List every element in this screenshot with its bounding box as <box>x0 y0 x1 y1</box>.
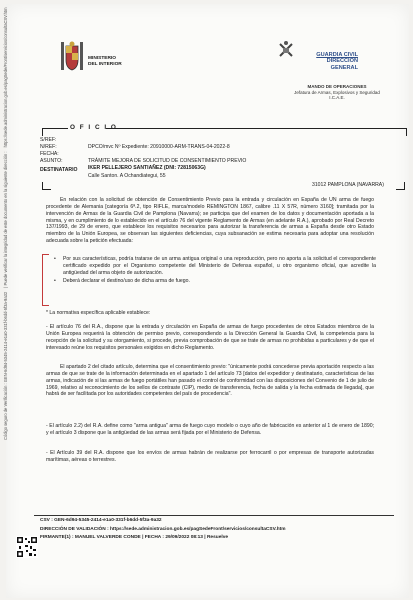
article-76-2-paragraph: El apartado 2 del citado artículo, determina que el consentimiento previo: "únicamente podrá concederse previa aportación respecto a las armas de que se trate de la información determinada en el apartado 1 del artículo 73 [datos del expedidor y destinatario, características de las armas, indicación de si las armas de fuego portátiles han pasado el control de conformidad con las disposiciones del Convenio de 1 de julio de 1969, relativo al reconocimiento de los sellos de contraste (CIP), medio de transferencia, fecha de salida y la fecha estimada de llegada], que habrá de ser facilitada por los autoridades competentes del país de procedencia". <box>46 364 374 398</box>
asunto-value: TRÁMITE MEJORA DE SOLICITUD DE CONSENTIMIENTO PREVIO <box>88 158 247 164</box>
article-76-paragraph: - El artículo 76 del R.A., dispone que la entrada y circulación en España de armas de fuego procedentes de otros Estados miembros de la Unión Europea requerirá la obtención de permiso previo, correspondiendo a la Dirección General la Guardia Civil, la competencia para la recepción de la solicitud y su otorgamiento, si procede, previa comprobación de que se trate de armas no prohibidas a particulares y de que el interesado reúne los requisitos personales exigidos en dicho Reglamento. <box>46 324 374 351</box>
nref-label: N/REF: <box>40 144 57 150</box>
sidebar-url: https://sede.administracion.gob.es/pagSede/Front/servicios/consultaCSV.htm <box>3 7 8 148</box>
qr-code-icon <box>16 536 38 558</box>
verification-sidebar <box>3 0 11 440</box>
destinatario-city: 31012 PAMPLONA (NAVARRA) <box>312 182 384 188</box>
list-item: • Deberá declarar el destino/uso de dicha arma de fuego. <box>54 277 190 284</box>
asunto-label: ASUNTO: <box>40 158 63 164</box>
guardia-civil-name: GUARDIA CIVIL DIRECCIÓN GENERAL <box>316 52 358 71</box>
normativa-title: * La normativa específica aplicable establece: <box>46 310 151 316</box>
destinatario-address: Calle Santon. A Ochandiategui, 55 <box>88 173 166 179</box>
article-2-2-paragraph: - El artículo 2.2) del R.A. define como "arma antigua" arma de fuego cuyo modelo o cuyo año de fabricación es anterior al 1 de enero de 1890; y el artículo 3 dispone que la antigüedad de las armas será fijada por el Ministerio de Defensa. <box>46 423 374 436</box>
oficio-header <box>42 124 407 132</box>
ministry-coat-of-arms-icon <box>58 40 86 74</box>
sidebar-csv: Código seguro de Verificación : GEN-6d94-5345-2414-e1a0-331f-b6dd-5f3a-9a32 <box>3 291 8 440</box>
sref-label: S/REF: <box>40 137 57 143</box>
oficio-label: O F I C I O <box>70 124 118 131</box>
mando-block: MANDO DE OPERACIONES Jefatura de Armas, Explosivos y Seguridad I.C.A.E. <box>294 84 380 100</box>
list-item: • Por sus características, podría tratarse de un arma antigua original o una reproducción, pero no aporta a la solicitud el correspondiente certificado expedido por el Organismo competente del Ministerio de Defensa español, u otro organismo oficial, que acredite la antigüedad del arma objeto de autorización. <box>54 256 376 276</box>
intro-paragraph: En relación con la solicitud de obtención de Consentimiento Previo para la entrada y circulación en España de UN arma de fuego procedente de Alemania [categoría 6ª.2, tipo RIFLE, marca/modelo REMINGTON 1867, calibre .11 X 57R, número 3160]; tramitada por la intervención de Armas de la Guardia Civil de Pamplona (Navarra); se participa que del examen de los datos y documentación aportada a la misma, y en cumplimiento de lo establecido en el artículo 76 del vigente Reglamento de Armas (en adelante R.A.), aprobado por Real Decreto 137/1993, de 29 de enero, que establece los requisitos necesarios para autorizar la transferencia de armas a España desde otro Estado miembro de la Unión Europea, se observan las siguientes deficiencias, cuya subsanación se estima necesaria para adoptar una resolución adecuada sobre la petición efectuada: <box>46 197 374 245</box>
footer-signer: FIRMANTE(1) : MANUEL VALVERDE CONDE | FECHA : 29/09/2022 08:13 | Resuelve <box>40 535 229 540</box>
destinatario-label: DESTINATARIO <box>40 167 78 173</box>
article-39-paragraph: - El Artículo 39 del R.A. dispone que los envíos de armas habrán de realizarse por ferrocarril o por empresas de transporte autorizadas marítimas, aéreas o terrestres. <box>46 450 374 463</box>
deficiencies-list <box>42 254 378 304</box>
sidebar-verify: | Puede verificar la integridad de este documento en la siguiente dirección : <box>3 151 8 288</box>
nref-value: DPCO/mvc Nº Expediente: 20910000-ARM-TRANS-04-2022-8 <box>88 144 230 150</box>
ministry-name: MINISTERIO DEL INTERIOR <box>88 56 122 67</box>
destinatario-value: IKER PELLEJERO SANTIAÑEZ (DNI: 72815063G) <box>88 165 206 171</box>
footer-validation-url[interactable]: DIRECCIÓN DE VALIDACIÓN : https://sede.administracion.gob.es/pagSedeFront/servicios/consultaCSV.htm <box>40 527 286 532</box>
fecha-label: FECHA: <box>40 151 59 157</box>
footer-csv: CSV : GEN-6d94-5345-2414-e1a0-331f-b6dd-5f3a-9a32 <box>40 518 162 523</box>
guardia-civil-logo-icon <box>278 40 294 60</box>
